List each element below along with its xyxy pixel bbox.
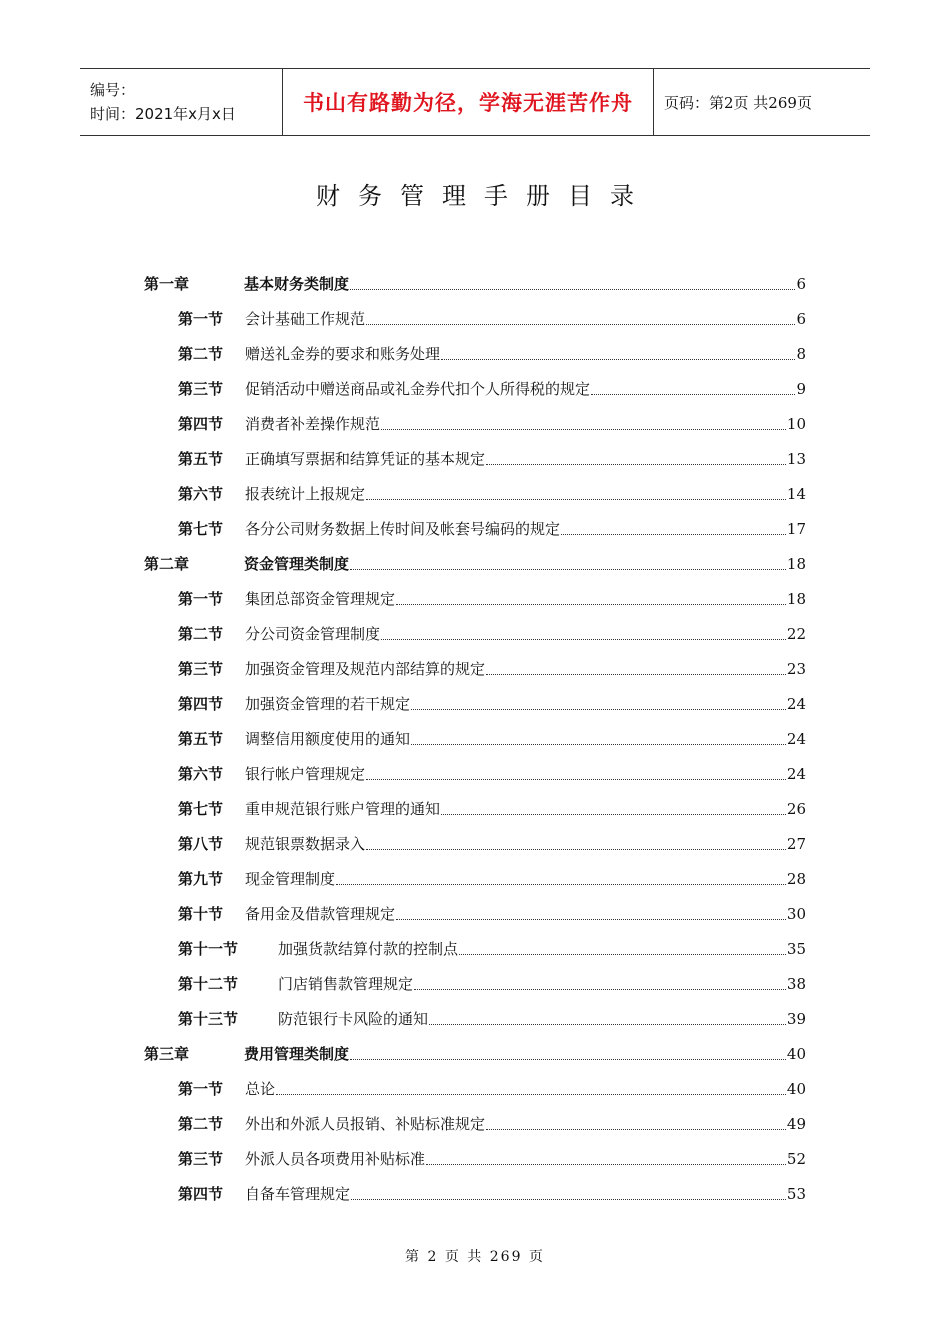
toc-page-number: 35 [786, 940, 806, 958]
header-meta [80, 69, 283, 135]
motto: 书山有路勤为径，学海无涯苦作舟 [303, 91, 633, 115]
toc-page-number: 9 [796, 380, 806, 398]
toc-number: 第一节 [178, 590, 224, 608]
toc-number: 第三节 [178, 1150, 224, 1168]
toc-section-row[interactable] [178, 795, 806, 819]
toc-number: 第二节 [178, 625, 224, 643]
toc-section-row[interactable] [178, 410, 806, 434]
toc-page-number: 24 [786, 695, 806, 713]
toc-label: 消费者补差操作规范 [245, 415, 381, 433]
toc-label: 加强资金管理及规范内部结算的规定 [245, 660, 486, 678]
toc-page-number: 52 [786, 1150, 806, 1168]
toc-section-row[interactable] [178, 830, 806, 854]
toc-label: 自备车管理规定 [245, 1185, 351, 1203]
toc-leader-dots [486, 1129, 786, 1130]
toc-section-row[interactable] [178, 1075, 806, 1099]
toc-number: 第十一节 [178, 940, 239, 958]
toc-chapter-row[interactable] [144, 550, 806, 574]
toc-leader-dots [351, 1199, 786, 1200]
toc-page-number: 22 [786, 625, 806, 643]
toc-section-row[interactable] [178, 760, 806, 784]
toc-number: 第五节 [178, 730, 224, 748]
toc-label: 会计基础工作规范 [245, 310, 366, 328]
toc-page-number: 38 [786, 975, 806, 993]
toc-leader-dots [366, 849, 786, 850]
toc-number: 第二节 [178, 345, 224, 363]
toc-number: 第九节 [178, 870, 224, 888]
toc-chapter-row[interactable] [144, 270, 806, 294]
toc-label: 备用金及借款管理规定 [245, 905, 396, 923]
toc-number: 第十三节 [178, 1010, 239, 1028]
toc-section-row[interactable] [178, 655, 806, 679]
toc-leader-dots [429, 1024, 786, 1025]
toc-number: 第五节 [178, 450, 224, 468]
toc-leader-dots [486, 464, 786, 465]
toc-section-row[interactable] [178, 1005, 806, 1029]
serial-label: 编号： [90, 81, 136, 99]
toc-number: 第四节 [178, 415, 224, 433]
toc-label: 加强资金管理的若干规定 [245, 695, 411, 713]
toc-number: 第十二节 [178, 975, 239, 993]
toc-leader-dots [366, 499, 786, 500]
toc-label: 分公司资金管理制度 [245, 625, 381, 643]
toc-label: 加强货款结算付款的控制点 [278, 940, 459, 958]
toc-number: 第八节 [178, 835, 224, 853]
toc-page-number: 8 [796, 345, 806, 363]
toc-section-row[interactable] [178, 620, 806, 644]
toc-label: 正确填写票据和结算凭证的基本规定 [245, 450, 486, 468]
toc-page-number: 6 [796, 310, 806, 328]
toc-section-row[interactable] [178, 935, 806, 959]
toc-leader-dots [350, 289, 795, 290]
toc-section-row[interactable] [178, 900, 806, 924]
toc-page-number: 18 [786, 590, 806, 608]
toc-chapter-row[interactable] [144, 1040, 806, 1064]
toc-page-number: 40 [786, 1045, 806, 1063]
toc-leader-dots [411, 709, 786, 710]
toc-leader-dots [366, 324, 795, 325]
toc-label: 各分公司财务数据上传时间及帐套号编码的规定 [245, 520, 561, 538]
toc-number: 第十节 [178, 905, 224, 923]
toc-section-row[interactable] [178, 515, 806, 539]
toc-label: 外出和外派人员报销、补贴标准规定 [245, 1115, 486, 1133]
toc-number: 第六节 [178, 765, 224, 783]
toc-number: 第一章 [144, 275, 190, 293]
toc-leader-dots [426, 1164, 786, 1165]
toc-section-row[interactable] [178, 445, 806, 469]
toc-label: 现金管理制度 [245, 870, 336, 888]
toc-page-number: 13 [786, 450, 806, 468]
toc-page-number: 40 [786, 1080, 806, 1098]
toc-label: 规范银票数据录入 [245, 835, 366, 853]
toc-page-number: 6 [796, 275, 806, 293]
toc-leader-dots [276, 1094, 786, 1095]
toc-page-number: 27 [786, 835, 806, 853]
toc-section-row[interactable] [178, 340, 806, 364]
toc-page-number: 18 [786, 555, 806, 573]
toc-leader-dots [396, 919, 786, 920]
toc-page-number: 23 [786, 660, 806, 678]
toc-leader-dots [381, 429, 786, 430]
page-title: 财务管理手册目录 [316, 182, 652, 210]
toc-number: 第四节 [178, 1185, 224, 1203]
toc-leader-dots [441, 814, 786, 815]
toc-leader-dots [350, 569, 786, 570]
time-label: 时间：2021年x月x日 [90, 105, 236, 123]
toc-label: 赠送礼金券的要求和账务处理 [245, 345, 441, 363]
toc-page-number: 17 [786, 520, 806, 538]
toc-section-row[interactable] [178, 1180, 806, 1204]
toc-leader-dots [414, 989, 786, 990]
toc-label: 资金管理类制度 [244, 555, 350, 573]
toc-page-number: 26 [786, 800, 806, 818]
toc-number: 第三章 [144, 1045, 190, 1063]
toc-section-row[interactable] [178, 305, 806, 329]
toc-page-number: 30 [786, 905, 806, 923]
toc-page-number: 10 [786, 415, 806, 433]
toc-leader-dots [486, 674, 786, 675]
toc-section-row[interactable] [178, 1110, 806, 1134]
toc-leader-dots [561, 534, 786, 535]
toc-label: 重申规范银行账户管理的通知 [245, 800, 441, 818]
toc-page-number: 28 [786, 870, 806, 888]
toc-label: 基本财务类制度 [244, 275, 350, 293]
toc-page-number: 14 [786, 485, 806, 503]
toc-page-number: 24 [786, 765, 806, 783]
toc-number: 第六节 [178, 485, 224, 503]
header-motto-cell [283, 69, 654, 135]
toc-leader-dots [381, 639, 786, 640]
toc-section-row[interactable] [178, 865, 806, 889]
toc-leader-dots [459, 954, 786, 955]
toc-section-row[interactable] [178, 1145, 806, 1169]
toc-page-number: 24 [786, 730, 806, 748]
toc-number: 第二章 [144, 555, 190, 573]
toc-section-row[interactable] [178, 970, 806, 994]
header-page-info: 页码：第2页 共269页 [664, 93, 812, 112]
toc-leader-dots [411, 744, 786, 745]
toc-number: 第七节 [178, 800, 224, 818]
toc-number: 第三节 [178, 660, 224, 678]
toc-label: 总论 [245, 1080, 276, 1098]
toc-label: 银行帐户管理规定 [245, 765, 366, 783]
toc-label: 防范银行卡风险的通知 [278, 1010, 429, 1028]
toc-leader-dots [336, 884, 786, 885]
toc-label: 外派人员各项费用补贴标准 [245, 1150, 426, 1168]
toc-leader-dots [350, 1059, 786, 1060]
toc-section-row[interactable] [178, 690, 806, 714]
toc-label: 集团总部资金管理规定 [245, 590, 396, 608]
toc-leader-dots [366, 779, 786, 780]
toc-number: 第二节 [178, 1115, 224, 1133]
toc-section-row[interactable] [178, 725, 806, 749]
toc-label: 促销活动中赠送商品或礼金券代扣个人所得税的规定 [245, 380, 591, 398]
toc-leader-dots [441, 359, 795, 360]
toc-section-row[interactable] [178, 375, 806, 399]
toc-page-number: 39 [786, 1010, 806, 1028]
toc-label: 报表统计上报规定 [245, 485, 366, 503]
toc-number: 第四节 [178, 695, 224, 713]
toc-label: 调整信用额度使用的通知 [245, 730, 411, 748]
toc-number: 第一节 [178, 310, 224, 328]
page-footer: 第 2 页 共 269 页 [405, 1249, 545, 1265]
toc-label: 门店销售款管理规定 [278, 975, 414, 993]
toc-section-row[interactable] [178, 480, 806, 504]
toc-page-number: 53 [786, 1185, 806, 1203]
header-table [80, 68, 870, 136]
toc-page-number: 49 [786, 1115, 806, 1133]
toc-number: 第七节 [178, 520, 224, 538]
toc-leader-dots [396, 604, 786, 605]
toc-number: 第一节 [178, 1080, 224, 1098]
toc-section-row[interactable] [178, 585, 806, 609]
toc-label: 费用管理类制度 [244, 1045, 350, 1063]
toc-leader-dots [591, 394, 795, 395]
toc-number: 第三节 [178, 380, 224, 398]
